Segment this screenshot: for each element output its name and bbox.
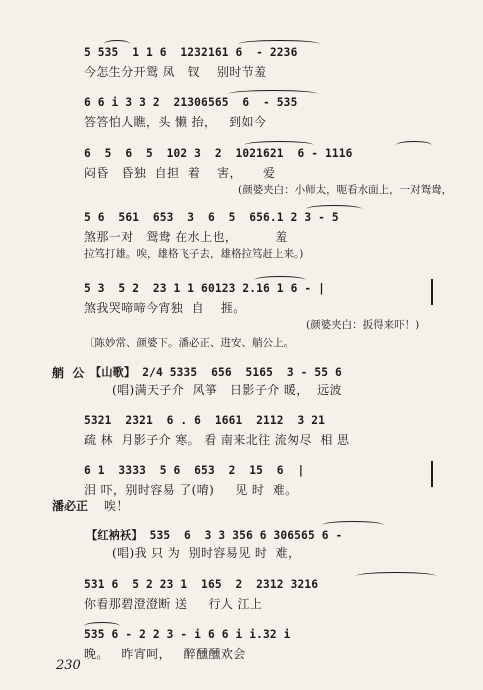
role-label: 潘必正 bbox=[52, 499, 89, 513]
dialogue-text: 唉！ bbox=[104, 499, 129, 513]
notation-line: 535 6 - 2 2 3 - i 6 6 i i.32 i bbox=[84, 628, 291, 641]
lyrics-line: (唱)满天子介 风箏 日影子介 暖， 远波 bbox=[112, 383, 342, 397]
lyrics-line: 泪 吓，别时容易 了(唷) 见 时 难。 bbox=[84, 483, 298, 497]
notation-line: 6 6 i 3 3 2 21306565 6 - 535 bbox=[84, 96, 298, 109]
notation-line: 【红衲袄】 535 6 3 3 356 6 306565 6 - bbox=[86, 529, 343, 542]
notation-line: 5 6 561 653 3 6 5 656.1 2 3 - 5 bbox=[84, 211, 339, 224]
notation-line: 531 6 5 2 23 1 165 2 2312 3216 bbox=[84, 578, 319, 591]
lyrics-line: 晚。 昨宵呵， 醉醺醺欢会 bbox=[84, 647, 246, 661]
notation-line: 【山歌】 2/4 5335 656 5165 3 - 55 6 bbox=[90, 366, 342, 379]
stage-note: (颜婆夹白：扳得来吓！) bbox=[306, 319, 420, 331]
stage-note: 拉笃打雄。唉，雄格飞子去，雄格拉笃赶上来。) bbox=[84, 248, 304, 260]
lyrics-line: (唱)我 只 为 别时容易见 时 难， bbox=[112, 546, 301, 560]
lyrics-line: 你看那碧澄澄断 送 行人 江上 bbox=[84, 597, 263, 611]
stage-note: (颜婆夹白：小师太，呃看水面上，一对鸳鸯， bbox=[238, 184, 453, 196]
lyrics-line: 疏 林 月影子介 寒。 看 南来北往 流匆尽 相 思 bbox=[84, 433, 350, 447]
notation-line: 5321 2321 6 . 6 1661 2112 3 21 bbox=[84, 414, 325, 427]
lyrics-line: 闷昏 昏独 自担 着 害， 爱 bbox=[84, 166, 276, 180]
notation-line: 6 5 6 5 102 3 2 1021621 6 - 1116 bbox=[84, 147, 353, 160]
final-barline bbox=[431, 461, 433, 487]
notation-line: 6 1 3333 5 6 653 2 15 6 | bbox=[84, 464, 305, 477]
lyrics-line: 煞我哭啼啼今宵独 自 捱。 bbox=[84, 301, 246, 315]
final-barline bbox=[431, 279, 433, 305]
notation-line: 5 535 1 1 6 1232161 6 - 2236 bbox=[84, 46, 298, 59]
lyrics-line: 煞那一对 鸳鸯 在水上也， 羞 bbox=[84, 230, 288, 244]
slur-mark bbox=[356, 572, 436, 580]
notation-line: 5 3 5 2 23 1 1 60123 2.16 1 6 - | bbox=[84, 282, 325, 295]
lyrics-line: 今怎生分开鸳 凤 钗 别时节羞 bbox=[84, 65, 267, 79]
stage-direction: 〔陈妙常、颜婆下。潘必正、进安、艄公上。 bbox=[84, 337, 294, 349]
lyrics-line: 答答怕人瞧，头 懒 抬， 到如今 bbox=[84, 115, 267, 129]
page-number: 230 bbox=[56, 658, 81, 673]
role-label: 艄 公 bbox=[52, 366, 85, 380]
slur-mark bbox=[396, 141, 432, 149]
